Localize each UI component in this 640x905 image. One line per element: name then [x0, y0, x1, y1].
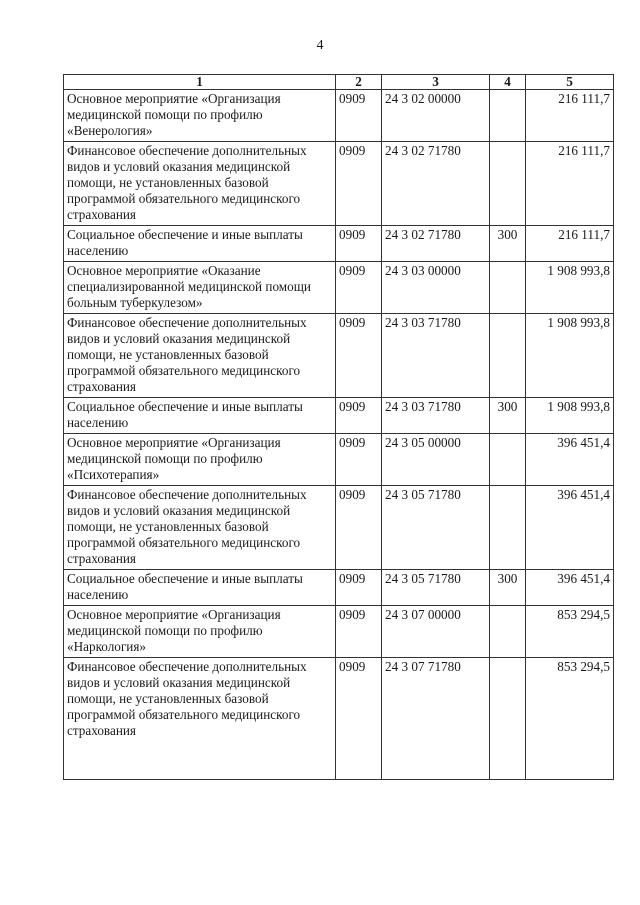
row-name-cell: Основное мероприятие «Организация медицинской помощи по профилю «Венерология»: [64, 90, 336, 142]
row-amount-cell: 216 111,7: [526, 142, 614, 226]
row-target-cell: 24 3 03 71780: [382, 398, 490, 434]
row-type-cell: 300: [490, 570, 526, 606]
table-row: [64, 262, 614, 314]
row-section-cell: 0909: [336, 658, 382, 780]
table-row: [64, 90, 614, 142]
row-name-cell: Основное мероприятие «Организация медицинской помощи по профилю «Наркология»: [64, 606, 336, 658]
row-section-cell: 0909: [336, 314, 382, 398]
row-amount-cell: 216 111,7: [526, 226, 614, 262]
row-type-cell: 300: [490, 398, 526, 434]
row-amount-cell: 396 451,4: [526, 486, 614, 570]
row-name-cell: Финансовое обеспечение дополнительных видов и условий оказания медицинской помощи, не установленных базовой программой обязательного медицинского страхования: [64, 486, 336, 570]
row-type-cell: [490, 658, 526, 780]
row-name-cell: Финансовое обеспечение дополнительных видов и условий оказания медицинской помощи, не установленных базовой программой обязательного медицинского страхования: [64, 314, 336, 398]
row-amount-cell: 396 451,4: [526, 570, 614, 606]
row-target-cell: 24 3 07 71780: [382, 658, 490, 780]
row-target-cell: 24 3 03 71780: [382, 314, 490, 398]
column-header-name: 1: [64, 75, 336, 90]
row-type-cell: [490, 486, 526, 570]
table-row: [64, 142, 614, 226]
row-type-cell: [490, 606, 526, 658]
row-name-cell: Основное мероприятие «Оказание специализированной медицинской помощи больным туберкулезом»: [64, 262, 336, 314]
row-amount-cell: 853 294,5: [526, 606, 614, 658]
table-row: [64, 658, 614, 780]
column-header-target: 3: [382, 75, 490, 90]
row-section-cell: 0909: [336, 486, 382, 570]
row-section-cell: 0909: [336, 90, 382, 142]
row-amount-cell: 216 111,7: [526, 90, 614, 142]
row-name-cell: Социальное обеспечение и иные выплаты населению: [64, 570, 336, 606]
row-section-cell: 0909: [336, 226, 382, 262]
column-header-type: 4: [490, 75, 526, 90]
row-target-cell: 24 3 05 71780: [382, 486, 490, 570]
row-name-cell: Основное мероприятие «Организация медицинской помощи по профилю «Психотерапия»: [64, 434, 336, 486]
row-section-cell: 0909: [336, 606, 382, 658]
table-row: [64, 314, 614, 398]
row-target-cell: 24 3 05 71780: [382, 570, 490, 606]
page-number: 4: [316, 38, 324, 53]
row-amount-cell: 1 908 993,8: [526, 262, 614, 314]
row-type-cell: [490, 142, 526, 226]
row-target-cell: 24 3 05 00000: [382, 434, 490, 486]
row-target-cell: 24 3 02 00000: [382, 90, 490, 142]
row-target-cell: 24 3 02 71780: [382, 142, 490, 226]
column-header-section: 2: [336, 75, 382, 90]
budget-table: [63, 74, 614, 780]
row-target-cell: 24 3 02 71780: [382, 226, 490, 262]
row-target-cell: 24 3 03 00000: [382, 262, 490, 314]
row-name-cell: Финансовое обеспечение дополнительных видов и условий оказания медицинской помощи, не установленных базовой программой обязательного медицинского страхования: [64, 658, 336, 780]
row-amount-cell: 1 908 993,8: [526, 398, 614, 434]
column-header-amount: 5: [526, 75, 614, 90]
table-row: [64, 398, 614, 434]
row-name-cell: Финансовое обеспечение дополнительных видов и условий оказания медицинской помощи, не установленных базовой программой обязательного медицинского страхования: [64, 142, 336, 226]
row-type-cell: [490, 314, 526, 398]
row-amount-cell: 853 294,5: [526, 658, 614, 780]
table-row: [64, 606, 614, 658]
table-row: [64, 570, 614, 606]
table-row: [64, 226, 614, 262]
row-type-cell: [490, 90, 526, 142]
table-header-row: [64, 75, 614, 90]
row-section-cell: 0909: [336, 398, 382, 434]
row-target-cell: 24 3 07 00000: [382, 606, 490, 658]
row-section-cell: 0909: [336, 262, 382, 314]
row-section-cell: 0909: [336, 142, 382, 226]
row-type-cell: [490, 434, 526, 486]
row-type-cell: [490, 262, 526, 314]
table-row: [64, 486, 614, 570]
row-name-cell: Социальное обеспечение и иные выплаты населению: [64, 398, 336, 434]
row-section-cell: 0909: [336, 434, 382, 486]
row-amount-cell: 396 451,4: [526, 434, 614, 486]
row-amount-cell: 1 908 993,8: [526, 314, 614, 398]
row-name-cell: Социальное обеспечение и иные выплаты населению: [64, 226, 336, 262]
row-section-cell: 0909: [336, 570, 382, 606]
table-row: [64, 434, 614, 486]
row-type-cell: 300: [490, 226, 526, 262]
